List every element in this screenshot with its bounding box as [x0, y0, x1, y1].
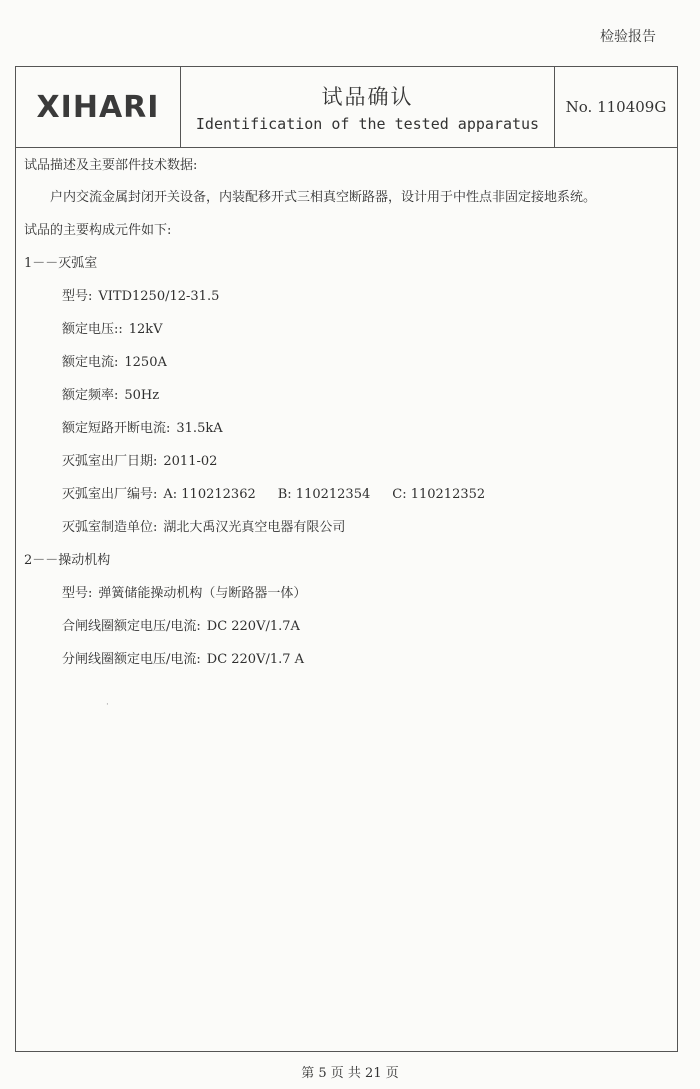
rated-current: [62, 351, 167, 370]
manufacturer: [62, 516, 345, 535]
description-heading: 试品描述及主要部件技术数据:: [24, 158, 198, 173]
model-value: VITD1250/12-31.5: [98, 289, 220, 304]
closing-coil: [62, 615, 300, 634]
section-1-title: 1－－灭弧室: [24, 256, 98, 271]
opening-coil: [62, 648, 304, 667]
report-number: No. 110409G: [565, 98, 667, 116]
serial-label: 灭弧室出厂编号:: [62, 487, 158, 502]
rated-voltage-label: 额定电压::: [62, 322, 123, 337]
serial-c: C: 110212352: [392, 487, 486, 502]
breaking-current: [62, 417, 223, 436]
rated-voltage-value: 12kV: [128, 322, 163, 337]
page-footer: 第 5 页 共 21 页: [301, 1066, 399, 1081]
serial-a: A: 110212362: [163, 487, 256, 502]
title-english: Identification of the tested apparatus: [195, 115, 540, 133]
scan-speck: ·: [106, 700, 109, 710]
mechanism-model-label: 型号:: [62, 586, 93, 601]
closing-coil-label: 合闸线圈额定电压/电流:: [62, 619, 201, 634]
logo-cell: [16, 67, 181, 147]
mechanism-model: [62, 582, 306, 601]
mechanism-model-value: 弹簧储能操动机构（与断路器一体）: [98, 586, 307, 601]
components-heading: 试品的主要构成元件如下:: [24, 223, 172, 238]
company-logo: XIHARI: [36, 89, 160, 125]
serial-b: B: 110212354: [277, 487, 371, 502]
title-cell: [181, 67, 555, 147]
report-type-label: 检验报告: [600, 29, 656, 45]
interrupter-model: [62, 285, 219, 304]
model-label: 型号:: [62, 289, 93, 304]
manufacture-date-label: 灭弧室出厂日期:: [62, 454, 158, 469]
title-chinese: 试品确认: [321, 85, 414, 109]
rated-frequency: [62, 384, 159, 403]
header-table: [16, 67, 677, 148]
rated-current-label: 额定电流:: [62, 355, 119, 370]
rated-frequency-label: 额定频率:: [62, 388, 119, 403]
opening-coil-label: 分闸线圈额定电压/电流:: [62, 652, 201, 667]
breaking-current-value: 31.5kA: [176, 421, 223, 436]
breaking-current-label: 额定短路开断电流:: [62, 421, 171, 436]
manufacture-date-value: 2011-02: [163, 454, 218, 469]
rated-frequency-value: 50Hz: [124, 388, 160, 403]
manufacture-date: [62, 450, 217, 469]
section-2-title: 2－－操动机构: [24, 553, 111, 568]
manufacturer-value: 湖北大禹汉光真空电器有限公司: [163, 520, 346, 535]
closing-coil-value: DC 220V/1.7A: [206, 619, 300, 634]
manufacturer-label: 灭弧室制造单位:: [62, 520, 158, 535]
rated-voltage: [62, 318, 163, 337]
rated-current-value: 1250A: [124, 355, 167, 370]
serial-numbers: [62, 483, 485, 502]
opening-coil-value: DC 220V/1.7 A: [206, 652, 305, 667]
description-text: 户内交流金属封闭开关设备，内装配移开式三相真空断路器，设计用于中性点非固定接地系统。: [50, 190, 597, 205]
document-frame: [15, 66, 678, 1052]
